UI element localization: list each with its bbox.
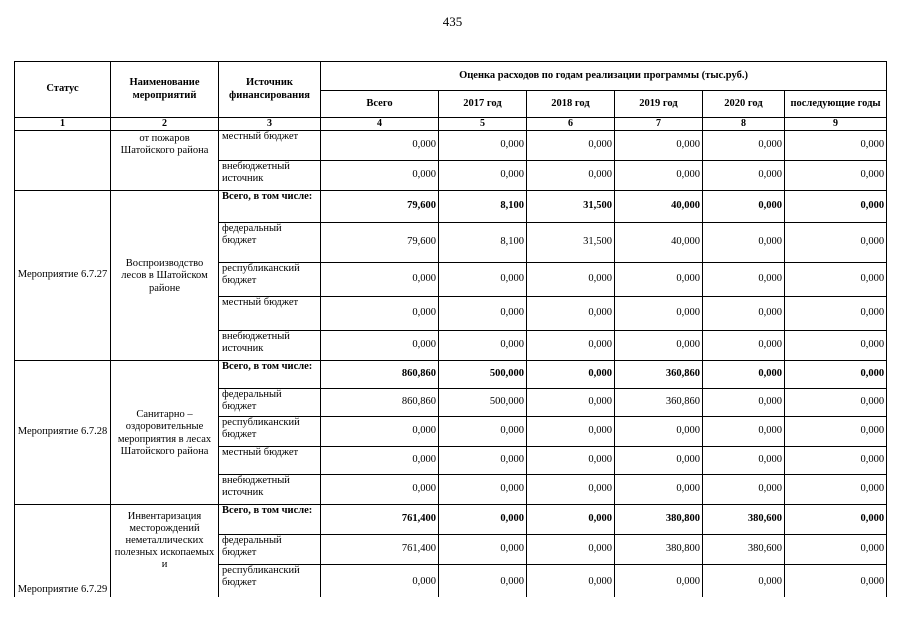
index-cell: 2 <box>111 118 219 131</box>
header-2019: 2019 год <box>615 91 703 118</box>
table-row <box>15 131 887 161</box>
amount-cell: 0,000 <box>527 475 615 505</box>
amount-cell: 0,000 <box>785 297 887 331</box>
funding-source-cell: местный бюджет <box>219 131 321 161</box>
funding-source-cell: республиканский бюджет <box>219 417 321 447</box>
measure-name-cell: от пожаров Шатойского района <box>111 131 219 191</box>
amount-cell: 0,000 <box>527 505 615 535</box>
index-cell: 3 <box>219 118 321 131</box>
amount-cell: 0,000 <box>703 361 785 389</box>
amount-cell: 0,000 <box>703 417 785 447</box>
header-source: Источник финансирования <box>219 62 321 118</box>
table-row <box>15 191 887 223</box>
amount-cell: 8,100 <box>439 223 527 263</box>
funding-source-cell: федеральный бюджет <box>219 389 321 417</box>
funding-source-cell: местный бюджет <box>219 447 321 475</box>
amount-cell: 0,000 <box>439 447 527 475</box>
amount-cell: 0,000 <box>785 263 887 297</box>
amount-cell: 0,000 <box>439 263 527 297</box>
index-cell: 1 <box>15 118 111 131</box>
amount-cell: 500,000 <box>439 389 527 417</box>
amount-cell: 0,000 <box>785 417 887 447</box>
amount-cell: 79,600 <box>321 191 439 223</box>
index-cell: 8 <box>703 118 785 131</box>
amount-cell: 0,000 <box>527 131 615 161</box>
measure-name-cell: Санитарно – оздоровительные мероприятия в лесах Шатойского района <box>111 361 219 505</box>
amount-cell: 0,000 <box>527 447 615 475</box>
amount-cell: 0,000 <box>615 331 703 361</box>
amount-cell: 0,000 <box>321 131 439 161</box>
expenditure-table <box>14 61 887 597</box>
header-2017: 2017 год <box>439 91 527 118</box>
amount-cell: 0,000 <box>321 417 439 447</box>
amount-cell: 0,000 <box>439 297 527 331</box>
amount-cell: 0,000 <box>527 417 615 447</box>
amount-cell: 860,860 <box>321 389 439 417</box>
table-viewport <box>14 61 888 597</box>
funding-source-cell: местный бюджет <box>219 297 321 331</box>
amount-cell: 0,000 <box>527 297 615 331</box>
funding-source-cell: федеральный бюджет <box>219 223 321 263</box>
amount-cell: 0,000 <box>785 535 887 565</box>
amount-cell: 0,000 <box>615 475 703 505</box>
amount-cell: 0,000 <box>785 505 887 535</box>
amount-cell: 0,000 <box>527 535 615 565</box>
amount-cell: 0,000 <box>615 297 703 331</box>
amount-cell: 0,000 <box>703 161 785 191</box>
amount-cell: 0,000 <box>785 447 887 475</box>
amount-cell: 0,000 <box>527 161 615 191</box>
amount-cell: 0,000 <box>527 565 615 598</box>
amount-cell: 0,000 <box>785 565 887 598</box>
amount-cell: 0,000 <box>527 331 615 361</box>
amount-cell: 31,500 <box>527 223 615 263</box>
amount-cell: 0,000 <box>703 263 785 297</box>
amount-cell: 0,000 <box>615 263 703 297</box>
amount-cell: 0,000 <box>785 161 887 191</box>
amount-cell: 0,000 <box>785 223 887 263</box>
index-cell: 7 <box>615 118 703 131</box>
table-row <box>15 505 887 535</box>
amount-cell: 0,000 <box>703 297 785 331</box>
amount-cell: 40,000 <box>615 191 703 223</box>
amount-cell: 0,000 <box>321 475 439 505</box>
index-cell: 5 <box>439 118 527 131</box>
amount-cell: 0,000 <box>785 475 887 505</box>
index-cell: 9 <box>785 118 887 131</box>
amount-cell: 360,860 <box>615 361 703 389</box>
amount-cell: 0,000 <box>527 389 615 417</box>
amount-cell: 380,600 <box>703 505 785 535</box>
index-cell: 4 <box>321 118 439 131</box>
index-cell: 6 <box>527 118 615 131</box>
status-cell: Мероприятие 6.7.28 <box>15 361 111 505</box>
amount-cell: 31,500 <box>527 191 615 223</box>
amount-cell: 0,000 <box>527 361 615 389</box>
status-cell: Мероприятие 6.7.27 <box>15 191 111 361</box>
amount-cell: 0,000 <box>439 161 527 191</box>
amount-cell: 0,000 <box>703 131 785 161</box>
measure-name-cell: Воспроизводство лесов в Шатойском районе <box>111 191 219 361</box>
amount-cell: 0,000 <box>785 389 887 417</box>
amount-cell: 0,000 <box>785 131 887 161</box>
amount-cell: 0,000 <box>615 447 703 475</box>
amount-cell: 0,000 <box>439 565 527 598</box>
funding-source-cell: Всего, в том числе: <box>219 361 321 389</box>
header-2018: 2018 год <box>527 91 615 118</box>
amount-cell: 0,000 <box>703 447 785 475</box>
amount-cell: 0,000 <box>703 389 785 417</box>
header-name: Наименование мероприятий <box>111 62 219 118</box>
index-row <box>15 118 887 131</box>
funding-source-cell: Всего, в том числе: <box>219 505 321 535</box>
amount-cell: 0,000 <box>703 565 785 598</box>
amount-cell: 0,000 <box>615 131 703 161</box>
amount-cell: 0,000 <box>321 161 439 191</box>
status-cell: Мероприятие 6.7.29 <box>15 505 111 598</box>
amount-cell: 40,000 <box>615 223 703 263</box>
funding-source-cell: Всего, в том числе: <box>219 191 321 223</box>
amount-cell: 0,000 <box>615 565 703 598</box>
amount-cell: 0,000 <box>321 331 439 361</box>
amount-cell: 500,000 <box>439 361 527 389</box>
amount-cell: 0,000 <box>703 223 785 263</box>
amount-cell: 0,000 <box>703 331 785 361</box>
amount-cell: 0,000 <box>527 263 615 297</box>
amount-cell: 0,000 <box>321 565 439 598</box>
amount-cell: 380,800 <box>615 505 703 535</box>
amount-cell: 0,000 <box>703 475 785 505</box>
table-row <box>15 361 887 389</box>
amount-cell: 0,000 <box>439 535 527 565</box>
amount-cell: 0,000 <box>321 297 439 331</box>
amount-cell: 0,000 <box>439 417 527 447</box>
funding-source-cell: внебюджетный источник <box>219 161 321 191</box>
funding-source-cell: внебюджетный источник <box>219 331 321 361</box>
amount-cell: 0,000 <box>439 331 527 361</box>
measure-name-cell: Инвентаризация месторождений неметаллических полезных ископаемых и <box>111 505 219 598</box>
amount-cell: 0,000 <box>321 447 439 475</box>
amount-cell: 0,000 <box>785 331 887 361</box>
amount-cell: 0,000 <box>615 161 703 191</box>
amount-cell: 0,000 <box>615 417 703 447</box>
amount-cell: 8,100 <box>439 191 527 223</box>
amount-cell: 0,000 <box>439 131 527 161</box>
funding-source-cell: республиканский бюджет <box>219 263 321 297</box>
amount-cell: 0,000 <box>439 505 527 535</box>
amount-cell: 79,600 <box>321 223 439 263</box>
funding-source-cell: республиканский бюджет <box>219 565 321 598</box>
amount-cell: 0,000 <box>785 191 887 223</box>
amount-cell: 761,400 <box>321 535 439 565</box>
funding-source-cell: федеральный бюджет <box>219 535 321 565</box>
amount-cell: 380,800 <box>615 535 703 565</box>
amount-cell: 360,860 <box>615 389 703 417</box>
header-next-years: последующие годы <box>785 91 887 118</box>
header-estimate: Оценка расходов по годам реализации программы (тыс.руб.) <box>321 62 887 91</box>
funding-source-cell: внебюджетный источник <box>219 475 321 505</box>
amount-cell: 761,400 <box>321 505 439 535</box>
amount-cell: 0,000 <box>439 475 527 505</box>
amount-cell: 0,000 <box>321 263 439 297</box>
amount-cell: 0,000 <box>785 361 887 389</box>
page-number: 435 <box>442 14 463 29</box>
table-body <box>15 131 887 598</box>
amount-cell: 860,860 <box>321 361 439 389</box>
status-cell <box>15 131 111 191</box>
header-total: Всего <box>321 91 439 118</box>
amount-cell: 380,600 <box>703 535 785 565</box>
header-2020: 2020 год <box>703 91 785 118</box>
header-status: Статус <box>15 62 111 118</box>
amount-cell: 0,000 <box>703 191 785 223</box>
